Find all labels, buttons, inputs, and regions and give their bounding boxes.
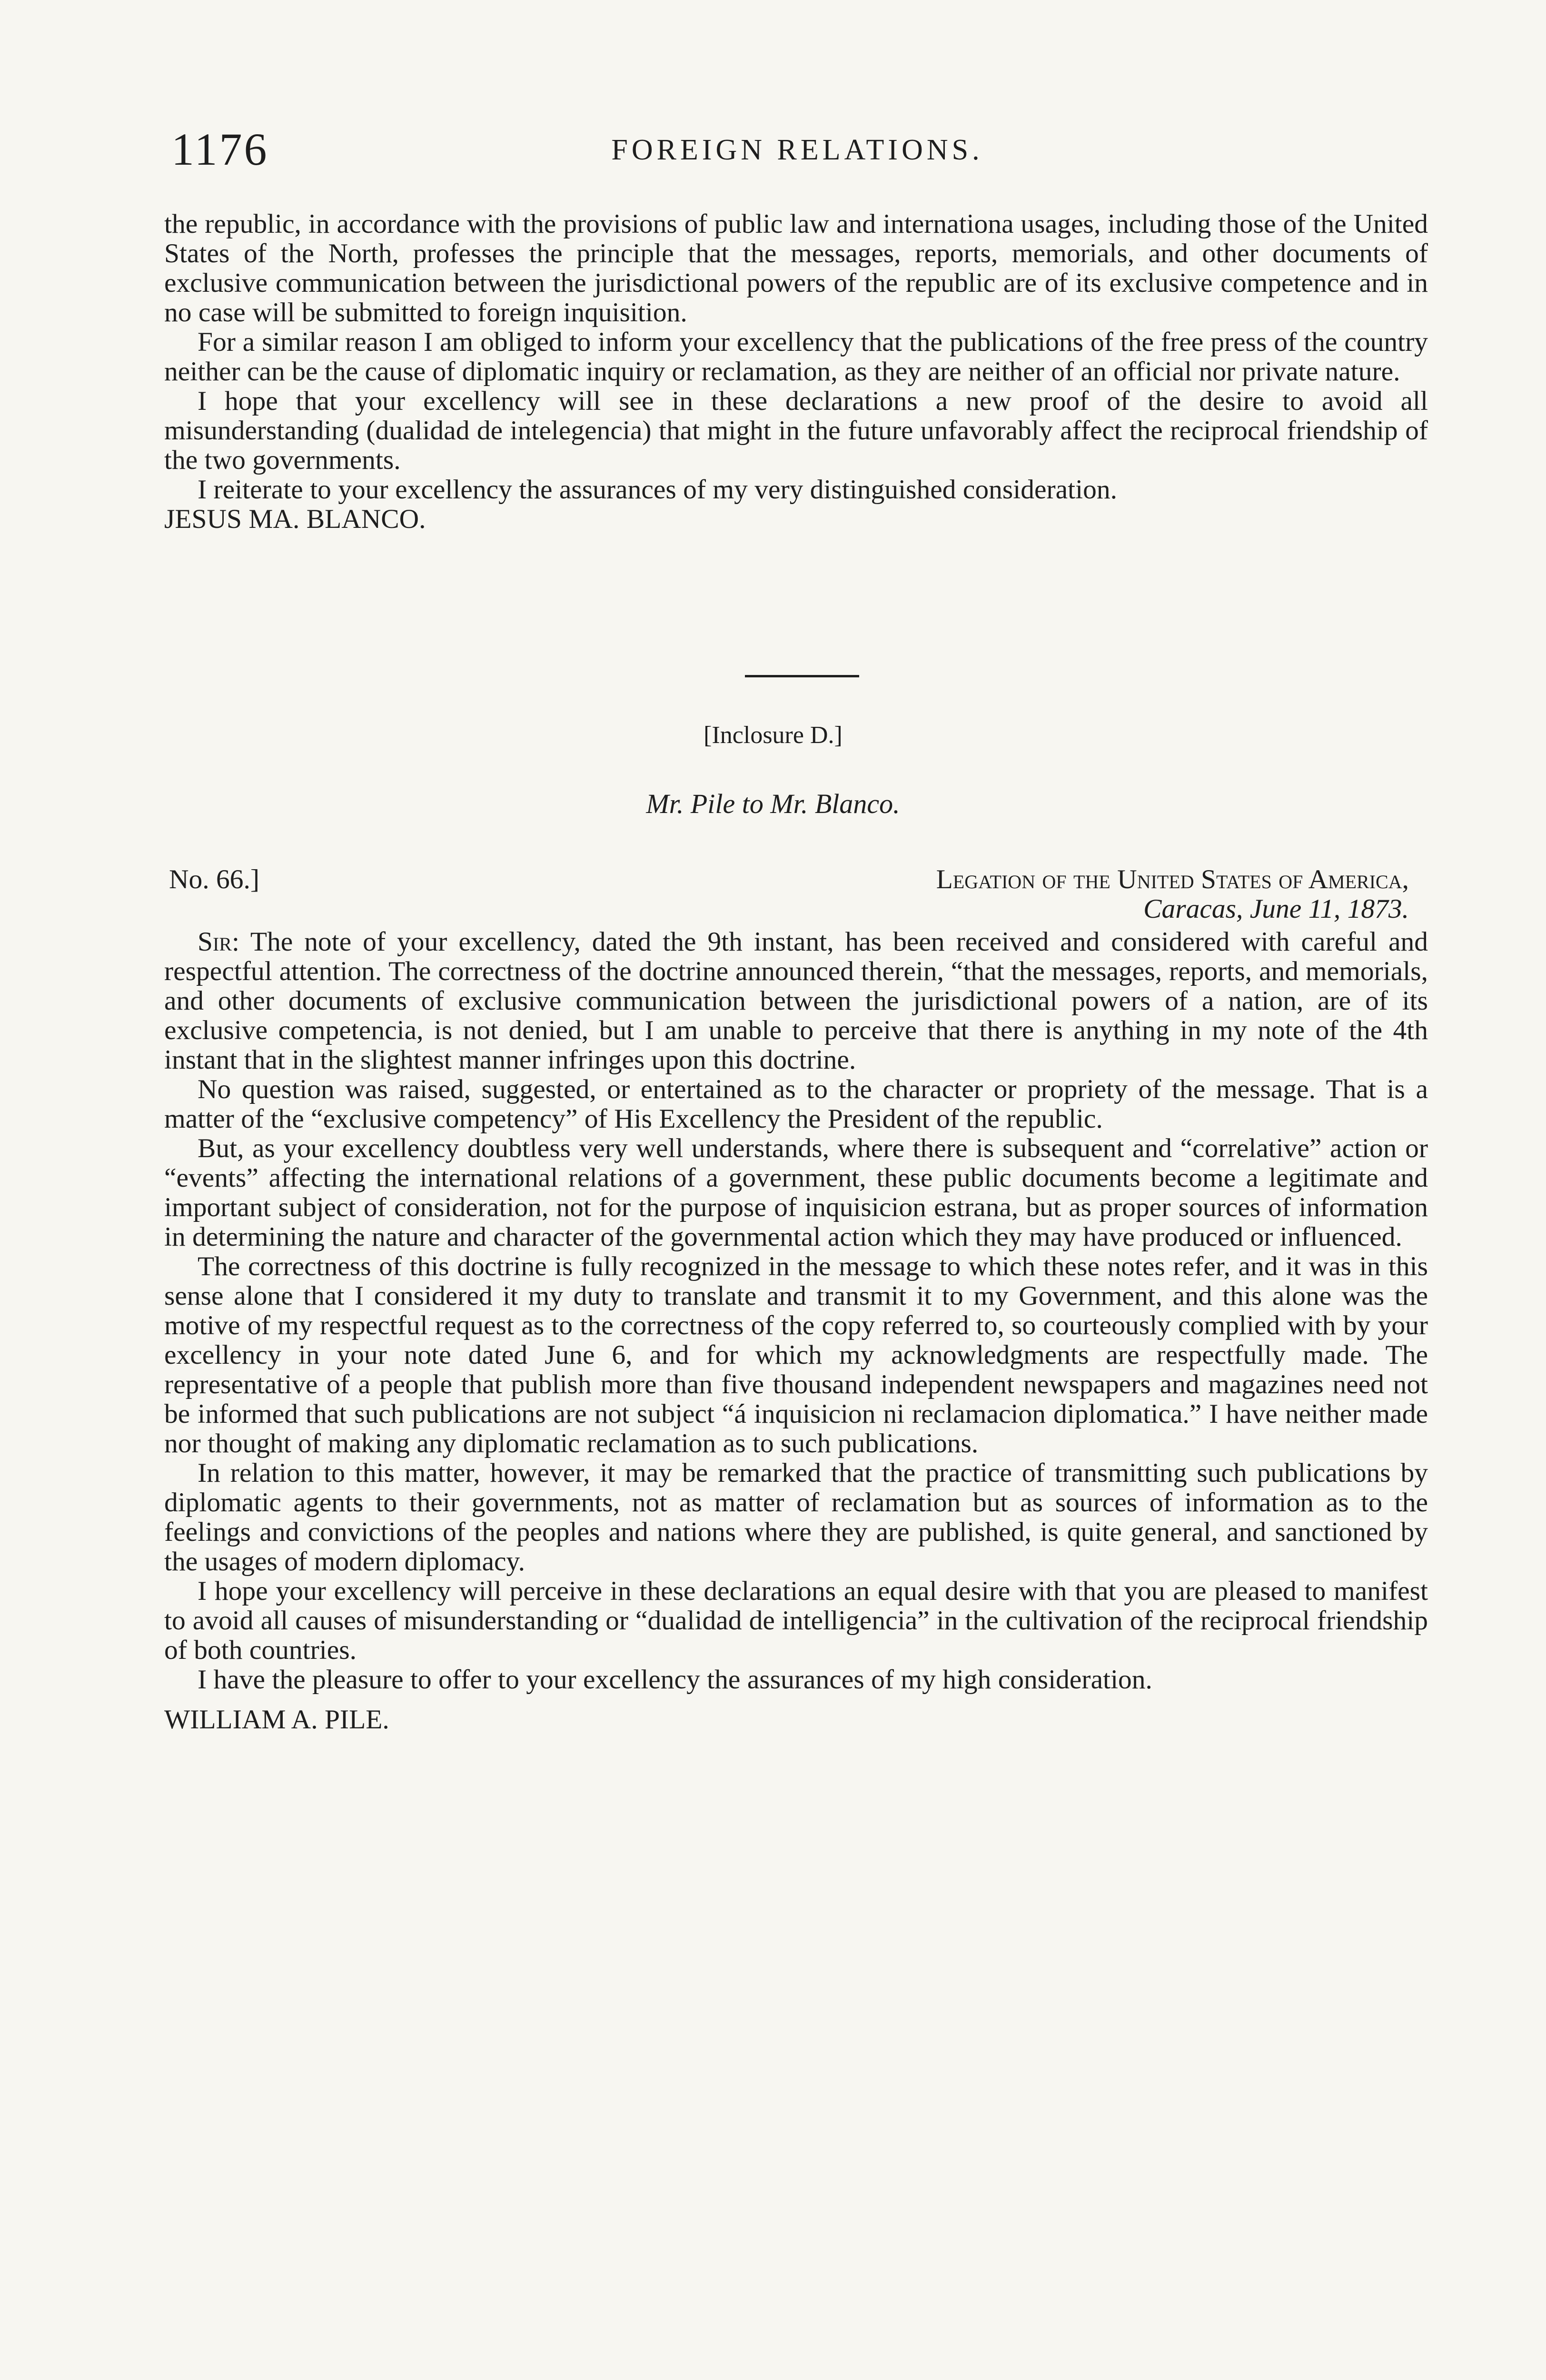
paragraph: For a similar reason I am obliged to inform your excellency that the publications of the free press of the country neither can be the cause of diplomatic inquiry or reclamation, as they are neither of an official nor private nature.	[164, 327, 1428, 387]
paragraph: The correctness of this doctrine is fully recognized in the message to which these notes refer, and it was in this sense alone that I considered it my duty to translate and transmit it to my Government, and this alone was the motive of my respectful request as to the correctness of the copy referred to, so courteously complied with by your excellency in your note dated June 6, and for which my acknowledgments are respectfully made. The representative of a people that publish more than five thousand independent newspapers and magazines need not be informed that such publications are not subject “á inquisicion ni reclamacion diplomatica.” I have neither made nor thought of making any diplomatic reclamation as to such publications.	[164, 1251, 1428, 1458]
paragraph: the republic, in accordance with the provisions of public law and internationa usages, including those of the United States of the North, professes the principle that the messages, reports, memorials, and other documents of exclusive communication between the jurisdictional powers of the republic are of its exclusive competence and in no case will be submitted to foreign inquisition.	[164, 209, 1428, 327]
section-divider	[745, 675, 859, 677]
paragraph: But, as your excellency doubtless very well understands, where there is subsequent and “correlative” action or “events” affecting the international relations of a government, these public documents become a legitimate and important subject of consideration, not for the purpose of inquisicion estrana, but as proper sources of information in determining the nature and character of the governmental action which they may have produced or influenced.	[164, 1133, 1428, 1252]
paragraph: I hope your excellency will perceive in these declarations an equal desire with that you are pleased to manifest to avoid all causes of misunderstanding or “dualidad de intelligencia” in the cultivation of the reciprocal friendship of both countries.	[164, 1576, 1428, 1665]
paragraph: I have the pleasure to offer to your excellency the assurances of my high consideration.	[198, 1665, 1152, 1695]
signature-pile: WILLIAM A. PILE.	[164, 1705, 389, 1735]
legation-line: Legation of the United States of America,	[936, 864, 1409, 894]
blanco-letter-conclusion	[164, 209, 1428, 534]
page-header	[171, 123, 1423, 180]
dispatch-number: No. 66.]	[169, 864, 260, 894]
running-title: FOREIGN RELATIONS.	[611, 134, 983, 166]
letterhead	[164, 864, 1409, 926]
place-date: Caracas, June 11, 1873.	[1143, 894, 1409, 924]
paragraph: No question was raised, suggested, or entertained as to the character or propriety of the message. That is a matter of the “exclusive competency” of His Excellency the President of the republic.	[164, 1074, 1428, 1134]
paragraph: In relation to this matter, however, it may be remarked that the practice of transmitting such publications by diplomatic agents to their governments, not as matter of reclamation but as sources of information as to the feelings and convictions of the peoples and nations where they are published, is quite general, and sanctioned by the usages of modern diplomacy.	[164, 1458, 1428, 1577]
page-number: 1176	[171, 124, 269, 175]
paragraph: The note of your excellency, dated the 9th instant, has been received and considered with careful and respectful attention. The correctness of the doctrine announced therein, “that the messages, reports, and memorials, and other documents of exclusive communication between the jurisdictional powers of a nation, are of its exclusive competencia, is not denied, but I am unable to perceive that there is anything in my note of the 4th instant that in the slightest manner infringes upon this doctrine.	[164, 927, 1428, 1075]
pile-letter-body	[164, 927, 1428, 1735]
paragraph: I hope that your excellency will see in these declarations a new proof of the desire to avoid all misunderstanding (dualidad de intelegencia) that might in the future unfavorably affect the reciprocal friendship of the two governments.	[164, 386, 1428, 475]
paragraph: I reiterate to your excellency the assurances of my very distinguished consideration.	[198, 475, 1117, 505]
letter-title: Mr. Pile to Mr. Blanco.	[646, 788, 900, 819]
signature-blanco: JESUS MA. BLANCO.	[164, 504, 426, 534]
salutation: Sir:	[198, 927, 239, 957]
inclosure-label: [Inclosure D.]	[704, 722, 842, 749]
